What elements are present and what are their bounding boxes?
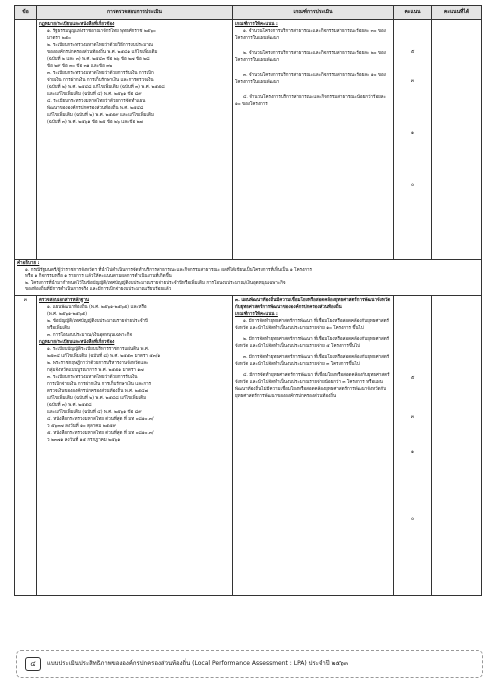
law-item: (ฉบับที่ ๒) พ.ศ. ๒๕๔๘ แก้ไขเพิ่มเติม (ฉบับที่ ๓) พ.ศ. ๒๕๕๘ xyxy=(47,85,165,90)
law-item: (ฉบับที่ ๓) พ.ศ. ๒๕๖๑ ข้อ ๒๕ ข้อ ๒๖ และข้อ ๒๗ xyxy=(47,120,143,125)
law-item: ๒. พระราชกฤษฎีกาว่าด้วยการบริหารงานจังหวัดและ xyxy=(47,360,149,366)
row1-score-cell xyxy=(394,20,432,260)
law-item: (ฉบับที่ ๒ และ ๓) พ.ศ. ๒๕๔๓ ข้อ ๒๖ ข้อ ๒๗ ข้อ ๒๘ xyxy=(47,57,150,62)
header-check: การตรวจสอบการประเมิน xyxy=(37,6,233,20)
note-line: ๒. โครงการที่นำมากำหนดไว้ในข้อบัญญัติ/เทศบัญญัติงบประมาณรายจ่ายประจำปีหรือเพิ่มเติม การโอนงบประมาณ/เงินอุดหนุนเฉพาะกิจ xyxy=(25,280,286,286)
law-item: มาตรา ๒๕๐ xyxy=(47,36,71,41)
law-item: ๕. หนังสือกระทรวงมหาดไทย ด่วนที่สุด ที่ มท ๐๘๑๐.๓/ xyxy=(47,430,154,436)
law-item: แก้ไขเพิ่มเติม (ฉบับที่ ๒) พ.ศ. ๒๕๕๙ และแก้ไขเพิ่มเติม xyxy=(47,113,154,118)
row2-score-cell xyxy=(394,295,432,595)
law-item: จ่ายเงิน การฝากเงิน การเก็บรักษาเงิน และการตรวจเงิน xyxy=(47,78,154,83)
row1-number xyxy=(15,20,37,260)
criteria-item: ๑. มีการจัดทำยุทธศาสตร์การพัฒนา ที่เชื่อมโยงหรือสอดคล้องกับยุทธศาสตร์จังหวัด และนำไปจัดทำเป็นงบประมาณรายจ่าย ๑๐ โครงการ ขึ้นไป xyxy=(235,318,389,331)
law-item: ข้อ ๒๙ ข้อ ๓๐ ข้อ ๓๑ และข้อ ๓๒ xyxy=(47,64,113,69)
note-line: ของท้องถิ่นที่มีการดำเนินการจริง และมีการเบิกจ่ายงบประมาณเรียบร้อยแล้ว xyxy=(25,287,172,292)
law-item: ว ๕๖๓๗ ลงวันที่ ๑๐ ตุลาคม ๒๕๕๙ xyxy=(47,423,116,429)
header-criteria: เกณฑ์การประเมิน xyxy=(233,6,394,20)
row1-criteria-heading: เกณฑ์การให้คะแนน : xyxy=(235,22,278,27)
law-item: ๔. ระเบียบกระทรวงมหาดไทยว่าด้วยการจัดทำแผน xyxy=(47,99,146,104)
law-item: และแก้ไขเพิ่มเติม (ฉบับที่ ๔) พ.ศ. ๒๕๖๑ ข้อ ๘๙ xyxy=(47,92,142,97)
page-footer xyxy=(16,650,483,678)
criteria-item: ๒. มีการจัดทำยุทธศาสตร์การพัฒนา ที่เชื่อมโยงหรือสอดคล้องกับยุทธศาสตร์จังหวัด และนำไปจัดทำเป็นงบประมาณรายจ่าย ๕ โครงการขึ้นไป xyxy=(235,336,390,349)
footer-text: แบบประเมินประสิทธิภาพขององค์กรปกครองส่วนท้องถิ่น (Local Performance Assessment : LPA) ประจำปี ๒๕๖๓ xyxy=(47,660,348,667)
header-no: ข้อ xyxy=(15,6,37,20)
criteria-item: ๓. จำนวนโครงการบริการสาธารณะและกิจกรรมสาธารณะร้อยละ ๑๐ ของโครงการในแผนพัฒนา xyxy=(235,73,386,85)
law-item: ๔. หนังสือกระทรวงมหาดไทย ด่วนที่สุด ที่ มท ๐๘๑๐.๓/ xyxy=(47,416,154,422)
note-row xyxy=(15,260,482,296)
law-item: และแก้ไขเพิ่มเติม (ฉบับที่ ๔) พ.ศ. ๒๕๖๑ ข้อ ๘๙ xyxy=(47,409,142,415)
header-score: คะแนน xyxy=(394,6,432,20)
header-got: คะแนนที่ได้ xyxy=(432,6,482,20)
score-value: ๕ xyxy=(410,374,415,381)
row2-criteria-list xyxy=(235,318,391,400)
row2-check-cell xyxy=(37,295,233,595)
row2-law-heading: กฎหมาย/ระเบียบและหนังสือที่เกี่ยวข้อง xyxy=(39,339,115,345)
row1-law-heading: กฎหมาย/ระเบียบและหนังสือที่เกี่ยวข้อง xyxy=(39,22,115,27)
law-item: การเบิกจ่ายเงิน การฝากเงิน การเก็บรักษาเงิน และการ xyxy=(47,381,152,387)
table-header-row xyxy=(15,6,482,20)
note-heading: คำอธิบาย : xyxy=(17,261,40,266)
law-item: ๑. รัฐธรรมนูญแห่งราชอาณาจักรไทย พุทธศักราช ๒๕๖๐ xyxy=(47,29,156,34)
criteria-item: ๑. จำนวนโครงการบริการสาธารณะและกิจกรรมสาธารณะร้อยละ ๓๐ ของโครงการในแผนพัฒนา xyxy=(235,29,386,41)
assessment-table xyxy=(14,5,482,596)
score-value: ๑ xyxy=(410,130,415,136)
score-value: ๕ xyxy=(410,49,415,55)
note-line: ๑. กรณีรัฐมนตรี/ผู้ว่าราชการจังหวัดฯ ที่นำไปดำเนินการจัดทำบริการสาธารณะและกิจกรรมสาธารณะ ผลที่ได้เขียนเป็นโครงการที่เห็นเป็น ๑ โครงการ xyxy=(25,267,312,273)
note-cell xyxy=(15,260,482,296)
row2-number: ๓ xyxy=(15,295,37,595)
doc-item: หรือเพิ่มเติม xyxy=(47,325,70,331)
score-value: ๐ xyxy=(410,182,415,188)
row2-criteria-heading: เกณฑ์การให้คะแนน : xyxy=(235,311,278,317)
doc-item: ๑. แผนพัฒนาท้องถิ่น (พ.ศ. ๒๕๖๑-๒๕๖๕) และหรือ xyxy=(47,304,147,310)
law-item: ขององค์กรปกครองส่วนท้องถิ่น พ.ศ. ๒๕๔๑ แก้ไขเพิ่มเติม xyxy=(47,50,158,55)
row2-doc-heading: ตรวจสอบเอกสารหลักฐาน xyxy=(39,297,89,303)
criteria-item: ๔. มีการจัดทำยุทธศาสตร์การพัฒนา ที่เชื่อมโยงหรือสอดคล้องกับยุทธศาสตร์จังหวัด และนำไปจัดทำเป็นงบประมาณรายจ่ายน้อยกว่า ๓ โครงการ หรือแผนพัฒนาท้องถิ่นไม่มีความเชื่อมโยงหรือสอดคล้องยุทธศาสตร์การพัฒนาจังหวัดกับยุทธศาสตร์การพัฒนาขององค์กรปกครองส่วนท้องถิ่น xyxy=(235,372,390,399)
law-item: ๒. ระเบียบกระทรวงมหาดไทยว่าด้วยวิธีการงบประมาณ xyxy=(47,43,153,48)
law-item: ตรวจเงินขององค์กรปกครองส่วนท้องถิ่น พ.ศ. ๒๕๔๗ xyxy=(47,388,148,394)
row2-got-cell xyxy=(432,295,482,595)
table-row-1 xyxy=(15,20,482,260)
note-lines xyxy=(17,268,479,294)
note-line: หรือ ๑ กิจกรรมหรือ ๑ รายการ แล้วให้คะแนนตามผลการดำเนินงานที่เกิดขึ้น xyxy=(25,274,172,279)
row1-score-list xyxy=(396,49,429,189)
page-number: ๔ xyxy=(25,657,41,671)
criteria-item: ๓. มีการจัดทำยุทธศาสตร์การพัฒนา ที่เชื่อมโยงหรือสอดคล้องกับยุทธศาสตร์จังหวัด และนำไปจัดทำเป็นงบประมาณรายจ่าย ๓ โครงการขึ้นไป xyxy=(235,354,390,367)
row2-law-list xyxy=(39,346,230,444)
row1-check-cell xyxy=(37,20,233,260)
law-item: ๓. ระเบียบกระทรวงมหาดไทยว่าด้วยการรับเงิน xyxy=(47,374,138,380)
doc-item: ๒. ข้อบัญญัติ/เทศบัญญัติงบประมาณรายจ่ายประจำปี xyxy=(47,318,148,324)
row1-got-cell xyxy=(432,20,482,260)
law-item: พัฒนาขององค์กรปกครองส่วนท้องถิ่น พ.ศ. ๒๕๔๘ xyxy=(47,106,144,111)
row2-criteria-cell xyxy=(233,295,394,595)
doc-item: (พ.ศ. ๒๕๖๑-๒๕๖๕) xyxy=(47,311,87,317)
score-value: ๓ xyxy=(410,413,415,420)
law-item: ๑. ระเบียบบัญญัติระเบียบบริหารราชการแผ่นดิน พ.ศ. xyxy=(47,346,150,352)
score-value: ๑ xyxy=(410,448,415,455)
score-value: ๓ xyxy=(410,78,415,84)
criteria-item: ๒. จำนวนโครงการบริการสาธารณะและกิจกรรมสาธารณะร้อยละ ๒๐ ของโครงการในแผนพัฒนา xyxy=(235,51,386,63)
row1-law-list xyxy=(39,28,230,126)
criteria-item: ๔. จำนวนโครงการบริการสาธารณะและกิจกรรมสาธารณะน้อยกว่าร้อยละ ๑๐ ของโครงการ xyxy=(235,95,386,107)
law-item: (ฉบับที่ ๓) พ.ศ. ๒๕๕๘ xyxy=(47,402,92,408)
law-item: ๒๕๓๔ แก้ไขเพิ่มเติม (ฉบับที่ ๘) พ.ศ. ๒๕๕๓ มาตรา ๕๓/๑ xyxy=(47,353,161,359)
table-row-3 xyxy=(15,295,482,595)
row2-doc-list xyxy=(39,304,230,339)
score-value: ๐ xyxy=(410,515,415,522)
row1-criteria-cell xyxy=(233,20,394,260)
row2-criteria-title: ๓. แผนพัฒนาท้องถิ่นมีความเชื่อมโยงหรือสอดคล้องยุทธศาสตร์การพัฒนาจังหวัดกับยุทธศาสตร์การพัฒนาขององค์กรปกครองส่วนท้องถิ่น xyxy=(235,297,391,310)
doc-item: ๓. การโอนงบประมาณ/เงินอุดหนุนเฉพาะกิจ xyxy=(47,332,133,338)
row1-criteria-list xyxy=(235,28,391,108)
row2-score-list xyxy=(396,375,429,523)
law-item: ๓. ระเบียบกระทรวงมหาดไทยว่าด้วยการรับเงิน การเบิก xyxy=(47,71,154,76)
law-item: กลุ่มจังหวัดแบบบูรณาการ พ.ศ. ๒๕๕๑ มาตรา ๑๗ xyxy=(47,367,144,373)
law-item: แก้ไขเพิ่มเติม (ฉบับที่ ๒) พ.ศ. ๒๕๔๘ แก้ไขเพิ่มเติม xyxy=(47,395,147,401)
law-item: ว ๒๓๗๑ ลงวันที่ ๑๕ กรกฎาคม ๒๕๖๑ xyxy=(47,437,121,443)
